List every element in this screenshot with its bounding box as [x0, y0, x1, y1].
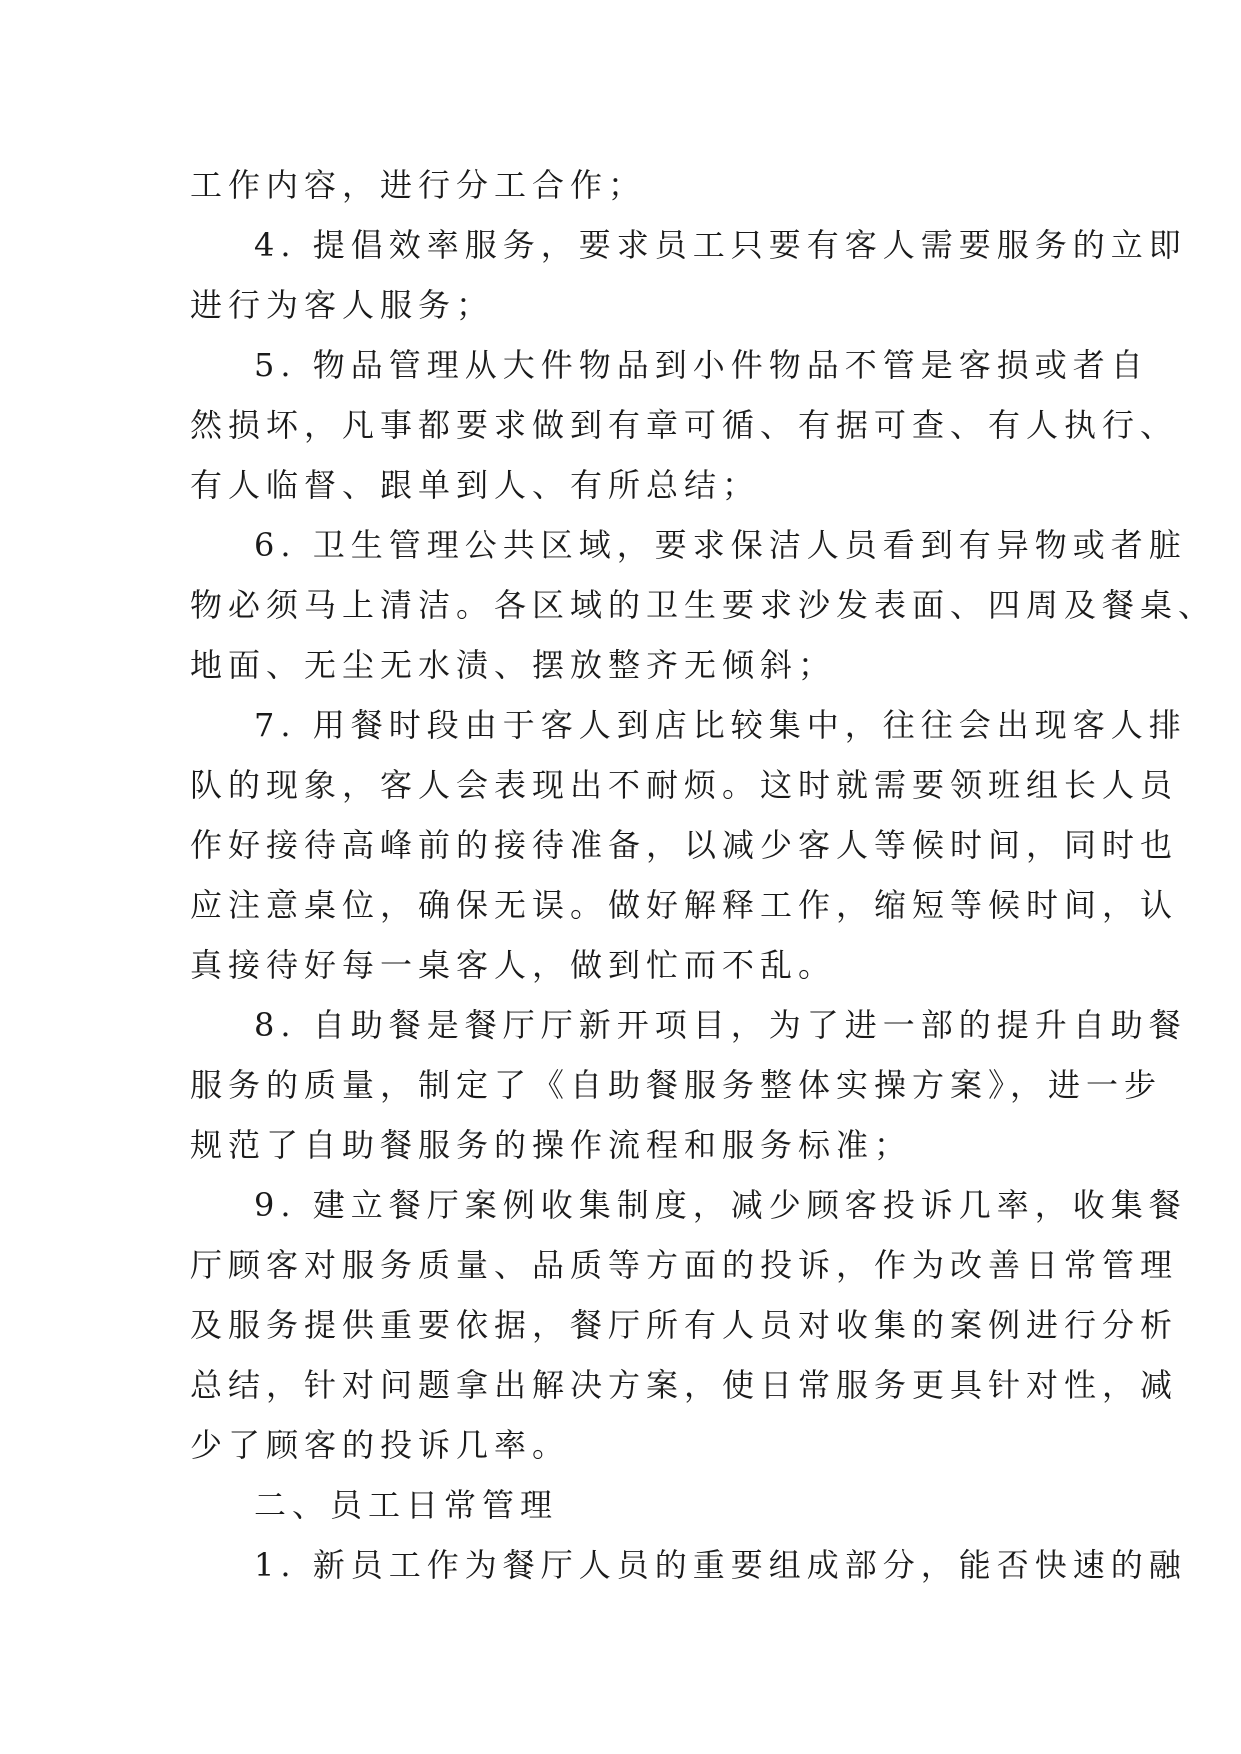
paragraph-5-first-line: 5. 物品管理从大件物品到小件物品不管是客损或者自 [254, 346, 1149, 384]
text-line: 少了顾客的投诉几率。 [190, 1426, 571, 1464]
text-line: 队的现象，客人会表现出不耐烦。这时就需要领班组长人员 [190, 766, 1179, 804]
text-line: 工作内容，进行分工合作； [190, 166, 647, 204]
text-line: 有人临督、跟单到人、有所总结； [190, 466, 761, 504]
paragraph-6-first-line: 6. 卫生管理公共区域，要求保洁人员看到有异物或者脏 [254, 526, 1187, 564]
paragraph-8-first-line: 8. 自助餐是餐厅厅新开项目，为了进一部的提升自助餐 [254, 1006, 1187, 1044]
text-line: 地面、无尘无水渍、摆放整齐无倾斜； [190, 646, 837, 684]
text-line: 物必须马上清洁。各区域的卫生要求沙发表面、四周及餐桌、 [190, 586, 1217, 624]
text-line: 作好接待高峰前的接待准备，以减少客人等候时间，同时也 [190, 826, 1179, 864]
paragraph-9-first-line: 9. 建立餐厅案例收集制度，减少顾客投诉几率，收集餐 [254, 1186, 1187, 1224]
section-heading: 二、员工日常管理 [254, 1486, 559, 1524]
text-line: 应注意桌位，确保无误。做好解释工作，缩短等候时间，认 [190, 886, 1179, 924]
text-line: 及服务提供重要依据，餐厅所有人员对收集的案例进行分析 [190, 1306, 1179, 1344]
text-line: 然损坏，凡事都要求做到有章可循、有据可查、有人执行、 [190, 406, 1179, 444]
paragraph-1-first-line: 1. 新员工作为餐厅人员的重要组成部分，能否快速的融 [254, 1546, 1187, 1584]
text-line: 进行为客人服务； [190, 286, 495, 324]
text-line: 厅顾客对服务质量、品质等方面的投诉，作为改善日常管理 [190, 1246, 1179, 1284]
text-line: 服务的质量，制定了《自助餐服务整体实操方案》，进一步 [190, 1066, 1163, 1104]
text-line: 真接待好每一桌客人，做到忙而不乱。 [190, 946, 837, 984]
text-line: 总结，针对问题拿出解决方案，使日常服务更具针对性，减 [190, 1366, 1179, 1404]
text-line: 规范了自助餐服务的操作流程和服务标准； [190, 1126, 913, 1164]
paragraph-7-first-line: 7. 用餐时段由于客人到店比较集中，往往会出现客人排 [254, 706, 1187, 744]
paragraph-4-first-line: 4. 提倡效率服务，要求员工只要有客人需要服务的立即 [254, 226, 1187, 264]
